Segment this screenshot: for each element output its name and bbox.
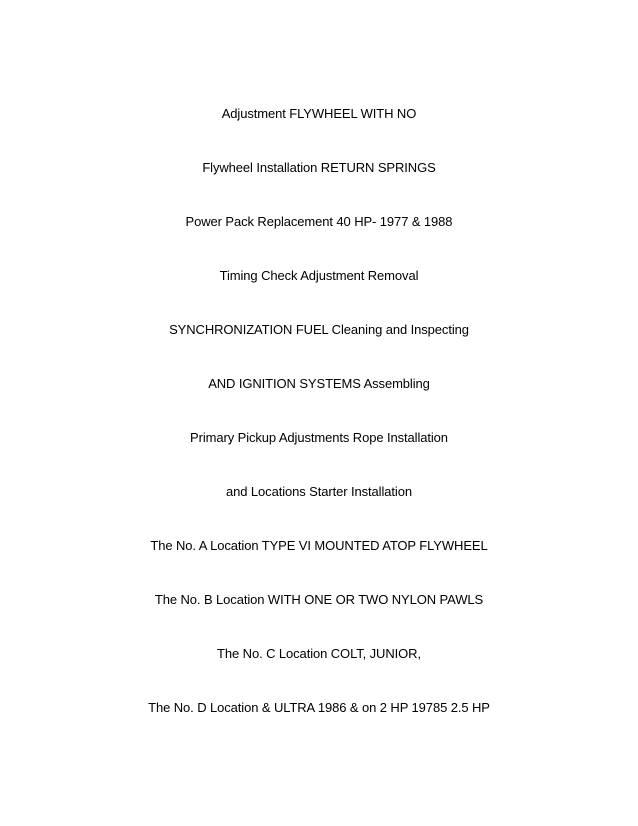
text-line: and Locations Starter Installation xyxy=(226,484,412,499)
text-line: Adjustment FLYWHEEL WITH NO xyxy=(221,106,417,121)
text-line: The No. D Location & ULTRA 1986 & on 2 HP 19785 2.5 HP xyxy=(148,700,490,715)
text-line: SYNCHRONIZATION FUEL Cleaning and Inspecting xyxy=(169,322,469,337)
text-line: Primary Pickup Adjustments Rope Installation xyxy=(190,430,448,445)
text-line: AND IGNITION SYSTEMS Assembling xyxy=(208,376,430,391)
text-line: Power Pack Replacement 40 HP- 1977 & 1988 xyxy=(185,214,453,229)
text-line: The No. C Location COLT, JUNIOR, xyxy=(217,646,421,661)
text-line: Timing Check Adjustment Removal xyxy=(219,268,419,283)
text-line: The No. A Location TYPE VI MOUNTED ATOP FLYWHEEL xyxy=(150,538,488,553)
text-line: Flywheel Installation RETURN SPRINGS xyxy=(202,160,436,175)
text-line: The No. B Location WITH ONE OR TWO NYLON PAWLS xyxy=(154,592,484,607)
